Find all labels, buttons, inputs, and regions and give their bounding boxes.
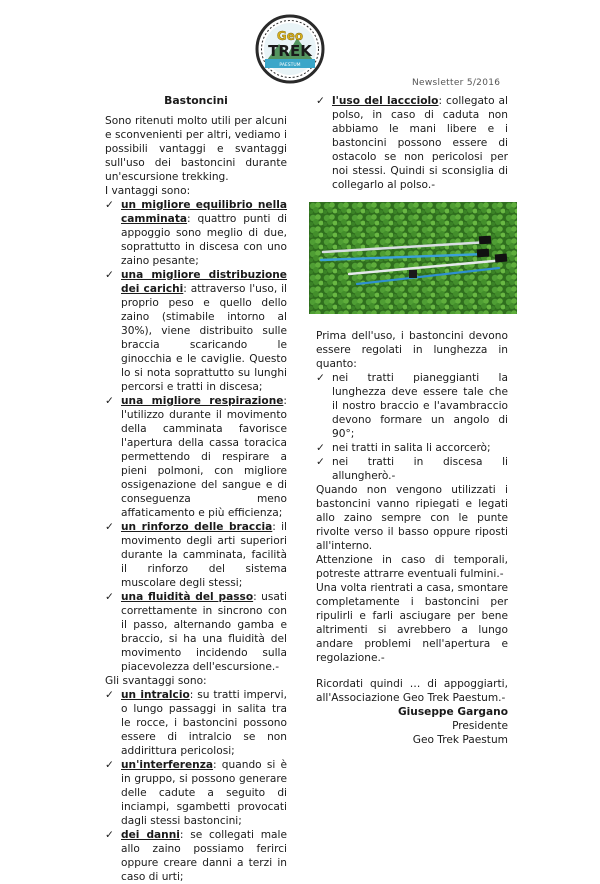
logo-paestum-text: PAESTUM xyxy=(279,63,301,68)
right-column xyxy=(316,94,508,747)
cleaning-paragraph: Una volta rientrati a casa, smontare completamente i bastoncini per ripulirli e farli asciugare per bene altrimenti si avrebbero a lungo andare problemi nell'apertura e regolazione.- xyxy=(316,582,508,664)
logo-geo-text: Geo xyxy=(276,29,304,43)
adjustment-item: ✓ nei tratti in salita li accorcerò; xyxy=(316,442,491,454)
advantage-item: ✓ una migliore distribuzione dei carichi: attraverso l'uso, il proprio peso e quello dello zaino (stimabile intorno al 30%), viene distribuito sulle braccia scaricando le ginocchia e le caviglie. Questo lo si nota soprattutto su lunghi percorsi e tratti in discesa; xyxy=(105,269,287,393)
checkmark-icon: ✓ xyxy=(105,521,114,533)
checkmark-icon: ✓ xyxy=(105,829,114,841)
reminder-paragraph: Ricordati quindi … di appoggiarti, all'Associazione Geo Trek Paestum.- xyxy=(316,678,508,704)
storage-paragraph: Quando non vengono utilizzati i bastoncini vanno ripiegati e legati allo zaino sempre con le punte rivolte verso il basso oppure riposti all'interno. xyxy=(316,484,508,552)
advantage-item: ✓ una fluidità del passo: usati correttamente in sincrono con il passo, alternando gamba e braccio, si ha una fluidità del movimento incidendo sulla piacevolezza dell'escursione.- xyxy=(105,591,287,673)
article-title: Bastoncini xyxy=(164,94,228,107)
advantage-item: ✓ una migliore respirazione: l'utilizzo durante il movimento della camminata favorisce l'apertura della cassa toracica permettendo di respirare a pieni polmoni, con migliore ossigenazione del sangue e di conseguenza meno affaticamento e più efficienza; xyxy=(105,395,287,519)
disadvantages-label: Gli svantaggi sono: xyxy=(105,675,207,687)
advantage-item: ✓ un rinforzo delle braccia: il movimento degli arti superiori durante la camminata, facilità il rinforzo del sistema muscolare degli stessi; xyxy=(105,521,287,589)
checkmark-icon: ✓ xyxy=(316,442,325,454)
checkmark-icon: ✓ xyxy=(316,372,325,384)
checkmark-icon: ✓ xyxy=(105,759,114,771)
signature-role: Presidente xyxy=(452,720,508,732)
checkmark-icon: ✓ xyxy=(105,269,114,281)
geo-trek-logo xyxy=(255,14,325,84)
checkmark-icon: ✓ xyxy=(105,591,114,603)
checkmark-icon: ✓ xyxy=(105,395,114,407)
adjustment-item: ✓ nei tratti in discesa li allungherò.- xyxy=(316,456,508,482)
disadvantage-item: ✓ un'interferenza: quando si è in gruppo, si possono generare delle cadute a seguito di inciampi, sgambetti provocati dagli stessi bastoncini; xyxy=(105,759,287,827)
checkmark-icon: ✓ xyxy=(105,689,114,701)
advantage-item: ✓ un migliore equilibrio nella camminata: quattro punti di appoggio sono meglio di due, soprattutto in discesa con uno zaino pesante; xyxy=(105,199,287,267)
signature-block xyxy=(316,705,508,747)
newsletter-issue: Newsletter 5/2016 xyxy=(412,78,501,88)
signature-name: Giuseppe Gargano xyxy=(397,706,508,718)
advantages-label: I vantaggi sono: xyxy=(105,185,191,197)
before-use-paragraph: Prima dell'uso, i bastoncini devono essere regolati in lunghezza in quanto: xyxy=(316,330,508,370)
checkmark-icon: ✓ xyxy=(316,456,325,468)
disadvantage-item: ✓ dei danni: se collegati male allo zaino possiamo ferirci oppure creare danni a terzi in caso di urti; xyxy=(105,829,287,883)
adjustment-item: ✓ nei tratti pianeggianti la lunghezza deve essere tale che il nostro braccio e l'avambraccio devono formare un angolo di 90°; xyxy=(316,372,508,440)
disadvantage-item: ✓ l'uso del laccciolo: collegato al polso, in caso di caduta non abbiamo le mani libere e i bastoncini possono essere di ostacolo se non pericolosi per noi stessi. Quindi si sconsiglia di collegarlo al polso.- xyxy=(316,95,508,191)
trekking-poles-photo xyxy=(309,202,517,314)
left-column xyxy=(105,94,287,884)
logo-trek-text: TREK xyxy=(268,42,312,60)
disadvantage-item: ✓ un intralcio: su tratti impervi, o lungo passaggi in salita tra le rocce, i bastoncini possono essere di intralcio se non addirittura pericolosi; xyxy=(105,689,287,757)
checkmark-icon: ✓ xyxy=(105,199,114,211)
intro-paragraph: Sono ritenuti molto utili per alcuni e sconvenienti per altri, vediamo i possibili vantaggi e svantaggi sull'uso dei bastoncini durante un'escursione trekking. xyxy=(105,115,287,183)
storms-paragraph: Attenzione in caso di temporali, potreste attrarre eventuali fulmini.- xyxy=(316,554,508,580)
checkmark-icon: ✓ xyxy=(316,95,325,107)
signature-org: Geo Trek Paestum xyxy=(412,734,508,746)
